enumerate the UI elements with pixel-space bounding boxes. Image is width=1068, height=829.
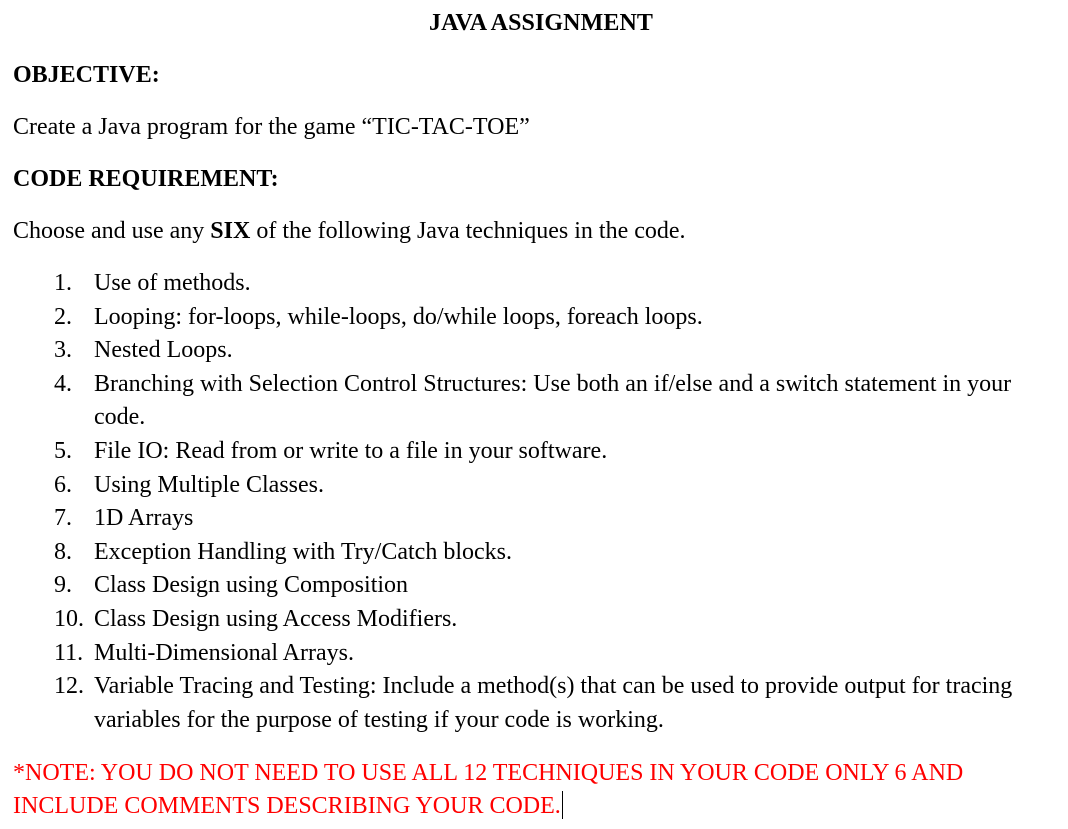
objective-heading: OBJECTIVE: bbox=[13, 62, 160, 88]
list-item-text: Class Design using Composition bbox=[94, 572, 409, 599]
note-content: *NOTE: YOU DO NOT NEED TO USE ALL 12 TECHNIQUES IN YOUR CODE ONLY 6 AND INCLUDE COMMENTS DESCRIBING YOUR CODE. bbox=[13, 760, 964, 819]
list-item-text: Using Multiple Classes. bbox=[94, 471, 325, 498]
intro-emphasis: SIX bbox=[210, 218, 251, 244]
list-item-number: 6. bbox=[54, 471, 72, 498]
list-item-number: 9. bbox=[54, 572, 72, 599]
list-item-text: 1D Arrays bbox=[94, 505, 194, 532]
code-requirement-heading: CODE REQUIREMENT: bbox=[13, 166, 279, 192]
intro-before: Choose and use any bbox=[13, 218, 211, 244]
list-item-number: 2. bbox=[54, 303, 72, 330]
note-text bbox=[13, 757, 1063, 823]
list-item-text: Class Design using Access Modifiers. bbox=[94, 605, 458, 632]
list-item-number: 5. bbox=[54, 437, 72, 464]
techniques-list bbox=[0, 267, 1068, 737]
list-item-text: Looping: for-loops, while-loops, do/while loops, foreach loops. bbox=[94, 303, 703, 330]
list-item-number: 7. bbox=[54, 505, 72, 532]
list-item-number: 11. bbox=[54, 639, 84, 666]
list-item-number: 3. bbox=[54, 337, 72, 364]
list-item-number: 1. bbox=[54, 270, 72, 296]
list-item-text: File IO: Read from or write to a file in your software. bbox=[94, 437, 608, 464]
list-item-number: 10. bbox=[54, 605, 84, 632]
list-item bbox=[0, 435, 1068, 469]
list-item-number: 12. bbox=[54, 673, 84, 700]
text-cursor bbox=[562, 791, 563, 819]
document-title: JAVA ASSIGNMENT bbox=[428, 10, 654, 36]
list-item bbox=[0, 637, 1068, 671]
list-item bbox=[0, 569, 1068, 603]
list-item bbox=[0, 469, 1068, 503]
list-item-text: Variable Tracing and Testing: Include a method(s) that can be used to provide output for tracing variables for the purpose of testing if your code is working. bbox=[94, 673, 1013, 733]
list-item-text: Branching with Selection Control Structures: Use both an if/else and a switch statement in your code. bbox=[94, 370, 1012, 431]
list-item bbox=[0, 301, 1068, 335]
list-item-number: 8. bbox=[54, 538, 72, 565]
list-item-number: 4. bbox=[54, 370, 72, 397]
requirement-intro bbox=[13, 215, 686, 247]
objective-text: Create a Java program for the game “TIC-TAC-TOE” bbox=[13, 114, 530, 140]
list-item bbox=[0, 334, 1068, 368]
list-item bbox=[0, 267, 1068, 301]
list-item bbox=[0, 603, 1068, 637]
list-item bbox=[0, 536, 1068, 570]
list-item-text: Nested Loops. bbox=[94, 337, 233, 364]
list-item bbox=[0, 502, 1068, 536]
intro-after: of the following Java techniques in the code. bbox=[250, 218, 686, 244]
list-item-text: Multi-Dimensional Arrays. bbox=[94, 639, 354, 666]
list-item bbox=[0, 670, 1068, 737]
list-item-text: Use of methods. bbox=[94, 270, 251, 296]
list-item bbox=[0, 368, 1068, 435]
list-item-text: Exception Handling with Try/Catch blocks. bbox=[94, 538, 512, 565]
